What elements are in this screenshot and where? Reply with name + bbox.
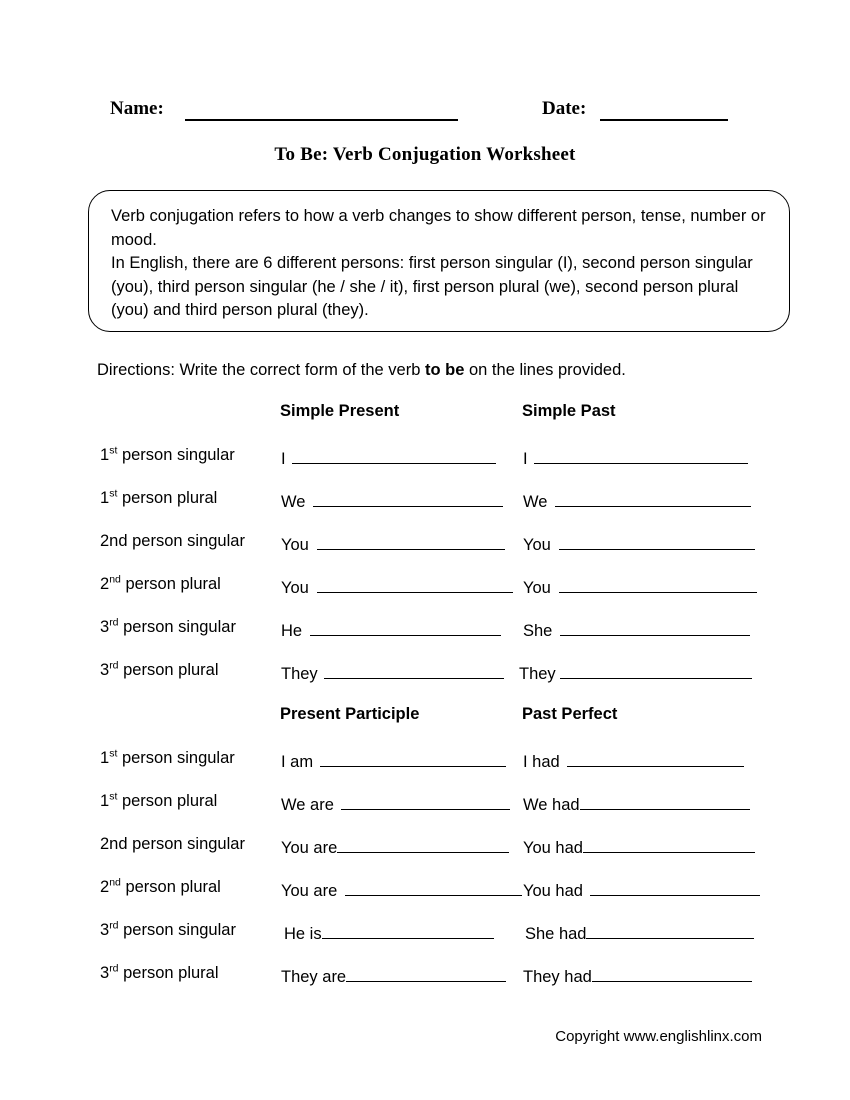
answer-write-in-line[interactable]	[292, 446, 496, 464]
answer-cell-col2	[523, 618, 750, 641]
answer-cell-col2	[523, 446, 748, 469]
answer-cell-col1	[281, 964, 506, 987]
answer-write-in-line[interactable]	[341, 792, 510, 810]
cell-pronoun: They are	[281, 968, 347, 986]
cell-pronoun: They had	[523, 968, 592, 986]
directions-after: on the lines provided.	[464, 361, 626, 379]
answer-cell-col2	[523, 792, 750, 815]
answer-cell-col1	[281, 532, 505, 555]
answer-write-in-line[interactable]	[590, 878, 760, 896]
answer-cell-col2	[523, 878, 760, 901]
answer-write-in-line[interactable]	[555, 489, 751, 507]
answer-write-in-line[interactable]	[560, 618, 750, 636]
answer-cell-col1	[281, 661, 504, 684]
cell-pronoun: He is	[284, 925, 322, 943]
cell-pronoun: She	[523, 622, 553, 640]
row-label-person: 3rd person singular	[100, 919, 236, 939]
directions-before: Directions: Write the correct form of the verb	[97, 361, 425, 379]
answer-cell-col1	[281, 489, 503, 512]
answer-cell-col1	[284, 921, 494, 944]
answer-cell-col2	[523, 749, 744, 772]
answer-cell-col1	[281, 446, 496, 469]
info-box	[88, 190, 790, 332]
cell-pronoun: They	[519, 665, 556, 683]
row-label-person: 1st person plural	[100, 790, 218, 810]
cell-pronoun: You	[281, 579, 309, 597]
answer-write-in-line[interactable]	[310, 618, 501, 636]
answer-cell-col1	[281, 878, 522, 901]
answer-write-in-line[interactable]	[346, 964, 506, 982]
table-row	[0, 618, 850, 648]
answer-write-in-line[interactable]	[345, 878, 522, 896]
table-row	[0, 878, 850, 908]
answer-write-in-line[interactable]	[324, 661, 504, 679]
column-header-past-perfect: Past Perfect	[522, 705, 618, 723]
info-paragraph-2: In English, there are 6 different persons: first person singular (I), second person singular (you), third person singular (he / she / it), first person plural (we), second person plural (you) and third person plural (they).	[111, 254, 753, 319]
date-write-in-line[interactable]	[600, 119, 728, 121]
row-label-person: 3rd person singular	[100, 616, 236, 636]
table-row	[0, 575, 850, 605]
cell-pronoun: I	[523, 450, 528, 468]
table-row	[0, 749, 850, 779]
answer-cell-col1	[281, 792, 510, 815]
answer-write-in-line[interactable]	[560, 661, 752, 679]
directions-emphasis: to be	[424, 361, 465, 379]
answer-write-in-line[interactable]	[580, 792, 750, 810]
answer-write-in-line[interactable]	[337, 835, 509, 853]
info-paragraph-1: Verb conjugation refers to how a verb changes to show different person, tense, number or mood.	[111, 207, 766, 249]
answer-write-in-line[interactable]	[567, 749, 744, 767]
info-box-text	[111, 205, 775, 323]
cell-pronoun: She had	[525, 925, 587, 943]
answer-write-in-line[interactable]	[586, 921, 754, 939]
row-label-person: 2nd person singular	[100, 532, 245, 550]
table-row	[0, 964, 850, 994]
answer-write-in-line[interactable]	[592, 964, 752, 982]
name-write-in-line[interactable]	[185, 119, 458, 121]
answer-write-in-line[interactable]	[322, 921, 494, 939]
table-row	[0, 792, 850, 822]
table-row	[0, 835, 850, 865]
cell-pronoun: I	[281, 450, 286, 468]
table-row	[0, 921, 850, 951]
row-label-person: 2nd person plural	[100, 876, 221, 896]
answer-cell-col2	[523, 532, 755, 555]
answer-write-in-line[interactable]	[559, 575, 757, 593]
cell-pronoun: They	[281, 665, 318, 683]
answer-cell-col2	[523, 575, 757, 598]
answer-write-in-line[interactable]	[583, 835, 755, 853]
column-header-simple-present: Simple Present	[280, 402, 400, 420]
row-label-person: 1st person singular	[100, 444, 235, 464]
cell-pronoun: We had	[523, 796, 580, 814]
cell-pronoun: You	[523, 579, 551, 597]
column-header-present-participle: Present Participle	[280, 705, 420, 723]
answer-cell-col1	[281, 749, 506, 772]
cell-pronoun: I had	[523, 753, 560, 771]
answer-write-in-line[interactable]	[534, 446, 748, 464]
cell-pronoun: We	[281, 493, 306, 511]
answer-write-in-line[interactable]	[317, 575, 513, 593]
answer-cell-col2	[523, 489, 751, 512]
cell-pronoun: You	[523, 536, 551, 554]
row-label-person: 2nd person plural	[100, 573, 221, 593]
name-date-header	[110, 98, 750, 124]
table-row	[0, 446, 850, 476]
answer-cell-col2	[523, 835, 755, 858]
answer-cell-col2	[525, 921, 754, 944]
answer-cell-col2	[519, 661, 752, 684]
directions-line	[97, 361, 626, 380]
cell-pronoun: You	[281, 536, 309, 554]
answer-cell-col1	[281, 835, 509, 858]
cell-pronoun: You are	[281, 882, 338, 900]
answer-write-in-line[interactable]	[320, 749, 506, 767]
row-label-person: 1st person plural	[100, 487, 218, 507]
row-label-person: 3rd person plural	[100, 962, 219, 982]
column-header-simple-past: Simple Past	[522, 402, 616, 420]
date-label: Date:	[542, 98, 587, 119]
row-label-person: 2nd person singular	[100, 835, 245, 853]
answer-write-in-line[interactable]	[317, 532, 505, 550]
cell-pronoun: We	[523, 493, 548, 511]
table-row	[0, 532, 850, 562]
cell-pronoun: You had	[523, 839, 583, 857]
table-row	[0, 661, 850, 691]
cell-pronoun: We are	[281, 796, 334, 814]
answer-cell-col2	[523, 964, 752, 987]
page-title: To Be: Verb Conjugation Worksheet	[274, 144, 576, 165]
answer-cell-col1	[281, 618, 501, 641]
answer-write-in-line[interactable]	[559, 532, 755, 550]
cell-pronoun: He	[281, 622, 303, 640]
row-label-person: 1st person singular	[100, 747, 235, 767]
cell-pronoun: You are	[281, 839, 338, 857]
answer-write-in-line[interactable]	[313, 489, 503, 507]
table-row	[0, 489, 850, 519]
row-label-person: 3rd person plural	[100, 659, 219, 679]
copyright-footer: Copyright www.englishlinx.com	[555, 1028, 762, 1045]
answer-cell-col1	[281, 575, 513, 598]
name-label: Name:	[110, 98, 164, 119]
cell-pronoun: You had	[523, 882, 583, 900]
cell-pronoun: I am	[281, 753, 314, 771]
